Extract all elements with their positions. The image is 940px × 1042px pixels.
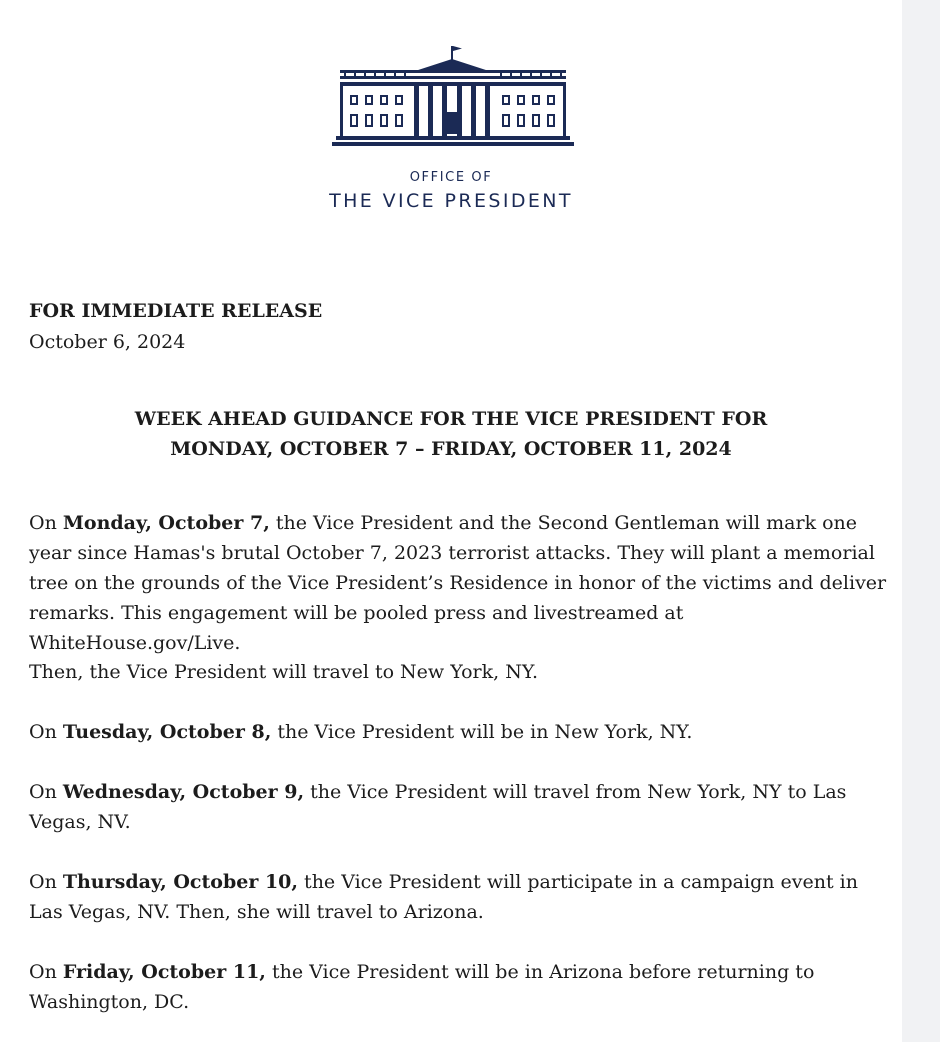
paragraph-thursday: On Thursday, October 10, the Vice President will participate in a campaign event in Las Vegas, NV. Then, she will travel to Arizona. [29,871,858,923]
headline-line-1: WEEK AHEAD GUIDANCE FOR THE VICE PRESIDENT FOR [134,408,768,430]
office-of-label: OFFICE OF [409,170,493,185]
paragraph-tuesday: On Tuesday, October 8, the Vice President will be in New York, NY. [29,721,693,743]
headline [0,404,902,464]
release-date: October 6, 2024 [29,331,186,353]
release-label: FOR IMMEDIATE RELEASE [29,300,323,322]
paragraph-monday: On Monday, October 7, the Vice President and the Second Gentleman will mark one year since Hamas's brutal October 7, 2023 terrorist attacks. They will plant a memorial tree on the grounds of the Vice President’s Residence in honor of the victims and deliver remarks. This engagement will be pooled press and livestreamed at WhiteHouse.gov/Live. [29,512,887,654]
headline-line-2: MONDAY, OCTOBER 7 – FRIDAY, OCTOBER 11, 2024 [170,438,732,460]
white-house-icon [330,40,576,150]
office-title: THE VICE PRESIDENT [329,190,573,212]
paragraph-wednesday: On Wednesday, October 9, the Vice President will travel from New York, NY to Las Vegas, NV. [29,781,847,833]
paragraph-friday: On Friday, October 11, the Vice President will be in Arizona before returning to Washington, DC. [29,961,815,1013]
paragraph-then: Then, the Vice President will travel to New York, NY. [29,661,538,683]
